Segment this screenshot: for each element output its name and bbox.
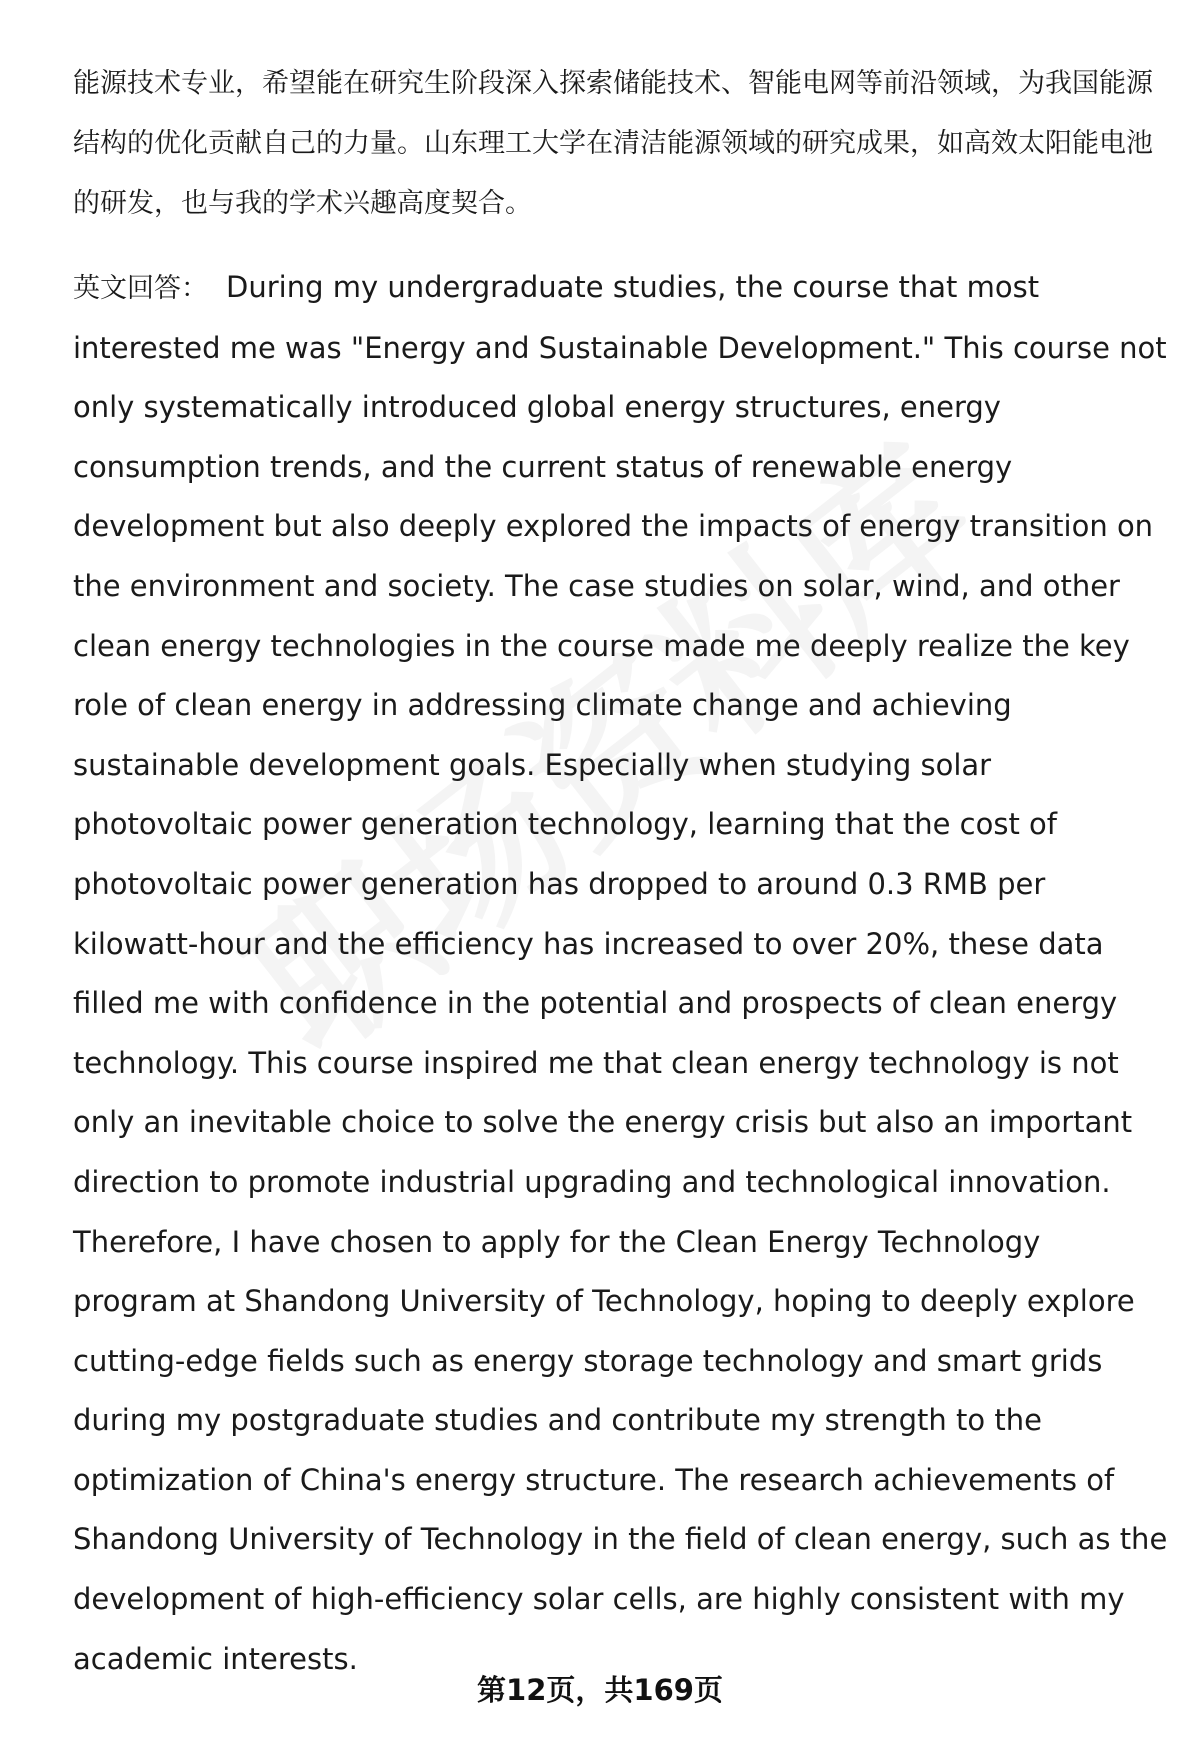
- english-answer-paragraph: [73, 258, 1173, 1689]
- page-number: 第12页，共169页: [477, 1673, 723, 1707]
- english-answer-label: 英文回答：: [73, 273, 208, 304]
- chinese-answer-paragraph: 能源技术专业，希望能在研究生阶段深入探索储能技术、智能电网等前沿领域，为我国能源结构的优化贡献自己的力量。山东理工大学在清洁能源领域的研究成果，如高效太阳能电池的研发，也与我的学术兴趣高度契合。: [73, 68, 1153, 219]
- english-answer-text: During my undergraduate studies, the course that most interested me was "Energy and Sustainable Development." This course not only systematically introduced global energy structures, energy consumption trends, and the current status of renewable energy development but also deeply explored the impacts of energy transition on the environment and society. The case studies on solar, wind, and other clean energy technologies in the course made me deeply realize the key role of clean energy in addressing climate change and achieving sustainable development goals. Especially when studying solar photovoltaic power generation technology, learning that the cost of photovoltaic power generation has dropped to around 0.3 RMB per kilowatt-hour and the efficiency has increased to over 20%, these data filled me with confidence in the potential and prospects of clean energy technology. This course inspired me that clean energy technology is not only an inevitable choice to solve the energy crisis but also an important direction to promote industrial upgrading and technological innovation. Therefore, I have chosen to apply for the Clean Energy Technology program at Shandong University of Technology, hoping to deeply explore cutting-edge fields such as energy storage technology and smart grids during my postgraduate studies and contribute my strength to the optimization of China's energy structure. The research achievements of Shandong University of Technology in the field of clean energy, such as the development of high-efficiency solar cells, are highly consistent with my academic interests.: [73, 270, 1168, 1676]
